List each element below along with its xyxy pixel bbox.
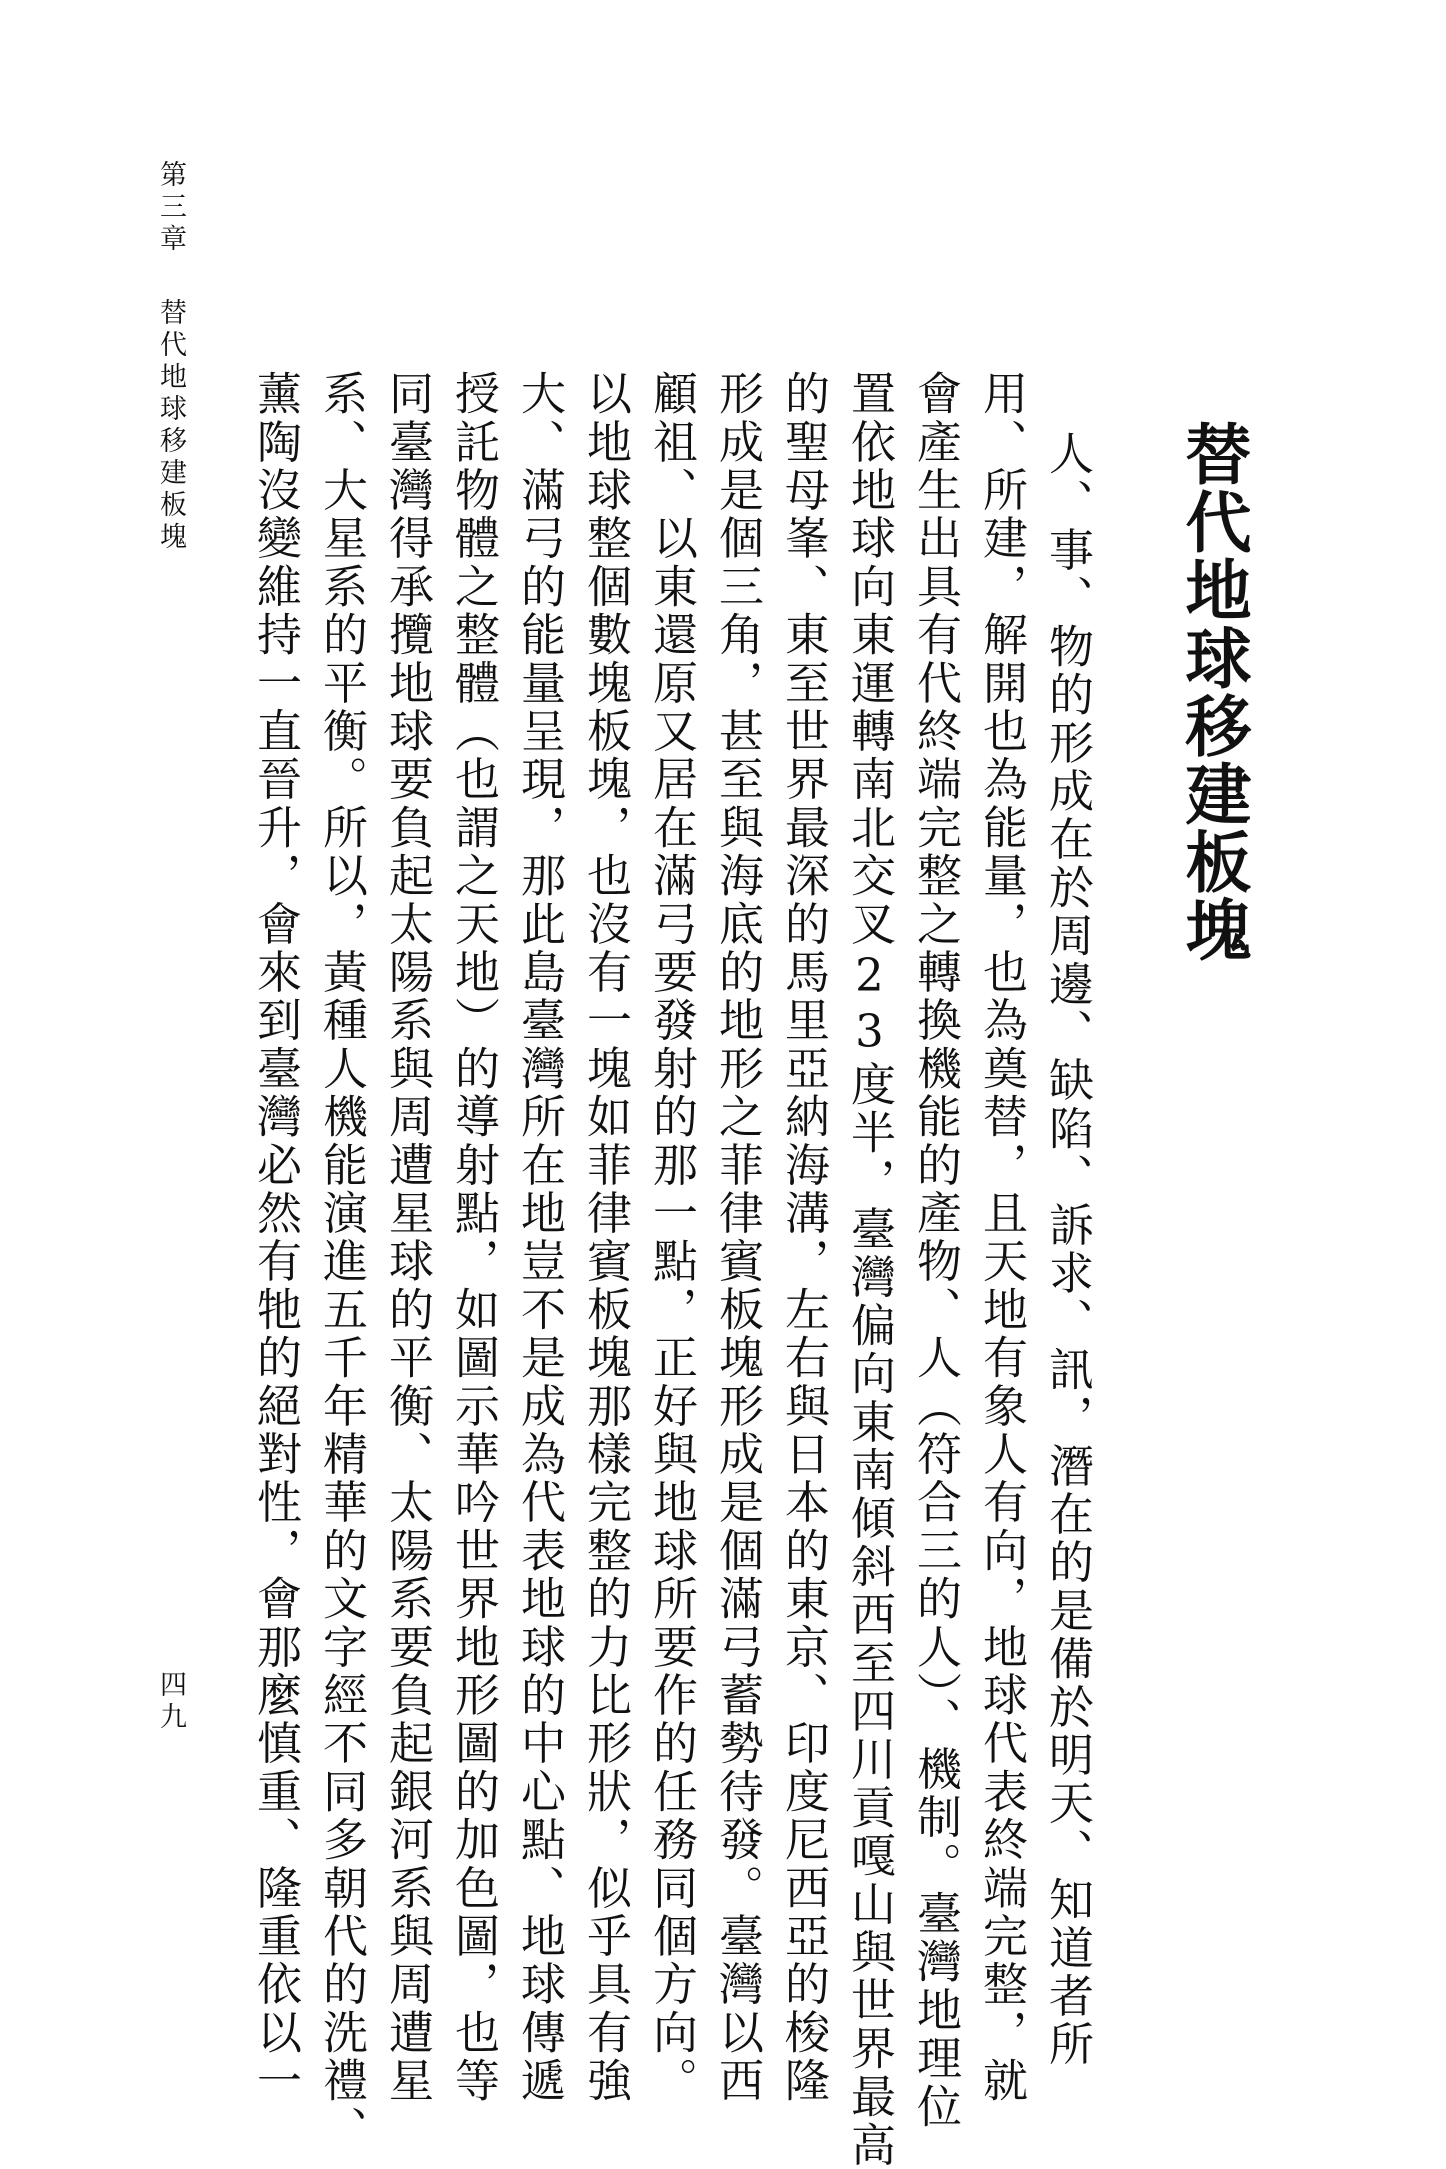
body-line: 顧祖、以東還原又居在滿弓要發射的那一點，正好與地球所要作的任務同個方向。 xyxy=(645,370,698,2106)
body-line: 薰陶沒變維持一直晉升，會來到臺灣必然有牠的絕對性，會那麼慎重、隆重依以一 xyxy=(249,370,302,2106)
running-head-section: 替代地球移建板塊 xyxy=(155,298,186,554)
body-line: 形成是個三角，甚至與海底的地形之菲律賓板塊形成是個滿弓蓄勢待發。臺灣以西 xyxy=(711,370,764,2106)
body-line: 大、滿弓的能量呈現，那此島臺灣所在地豈不是成為代表地球的中心點、地球傳遞 xyxy=(513,370,566,2106)
body-line: 同臺灣得承攬地球要負起太陽系與周遭星球的平衡、太陽系要負起銀河系與周遭星 xyxy=(381,370,434,2106)
body-line: 以地球整個數塊板塊，也沒有一塊如菲律賓板塊那樣完整的力比形狀，似乎具有強 xyxy=(579,370,632,2106)
running-head-chapter: 第三章 xyxy=(155,160,186,256)
body-line: 授託物體之整體（也謂之天地）的導射點，如圖示華吟世界地形圖的加色圖，也等 xyxy=(447,370,500,2106)
body-line: 用、所建，解開也為能量，也為奠替，且天地有象人有向，地球代表終端完整，就 xyxy=(975,370,1028,2106)
running-head xyxy=(150,160,190,554)
body-line: 系、大星系的平衡。所以，黃種人機能演進五千年精華的文字經不同多朝代的洗禮、 xyxy=(315,370,368,2154)
body-line: 置依地球向東運轉南北交叉23度半，臺灣偏向東南傾斜西至四川貢嘎山與世界最高 xyxy=(843,370,896,2169)
body-line: 的聖母峯、東至世界最深的馬里亞納海溝，左右與日本的東京、印度尼西亞的梭隆 xyxy=(777,370,830,2106)
body-text xyxy=(242,370,1100,2169)
page-number: 四九 xyxy=(155,1670,186,1734)
running-head-spacer xyxy=(170,256,171,298)
body-line: 會產生出具有代終端完整之轉換機能的產物、人（符合三的人）、機制。臺灣地理位 xyxy=(909,370,962,2131)
page-title: 替代地球移建板塊 xyxy=(1174,420,1251,964)
body-line: 人、事、物的形成在於周邊、缺陷、訴求、訊，潛在的是備於明天、知道者所 xyxy=(1041,430,1094,2069)
